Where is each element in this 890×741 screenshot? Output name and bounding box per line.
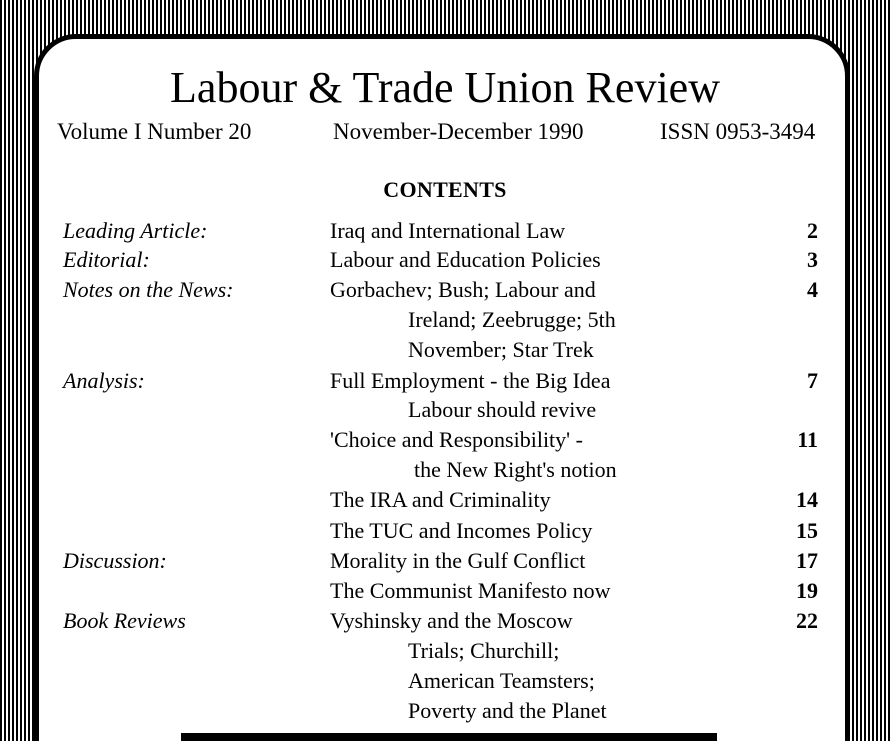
toc-section-label: Analysis: (63, 368, 145, 393)
toc-entry-title: Vyshinsky and the Moscow (330, 608, 573, 633)
issue-date: November-December 1990 (333, 119, 584, 144)
toc-entry-continuation: November; Star Trek (408, 337, 594, 362)
toc-page-number: 4 (807, 277, 818, 302)
bottom-rule (181, 733, 717, 741)
issn: ISSN 0953-3494 (660, 119, 816, 144)
toc-entry-title: 'Choice and Responsibility' - (330, 427, 583, 452)
publication-title: Labour & Trade Union Review (170, 63, 720, 112)
toc-entry-continuation: Labour should revive (408, 397, 597, 422)
toc-section-label: Leading Article: (63, 218, 208, 243)
toc-entry-title: The Communist Manifesto now (330, 578, 611, 603)
toc-section-label: Discussion: (63, 548, 167, 573)
contents-heading: CONTENTS (383, 177, 507, 202)
toc-entry-continuation: Ireland; Zeebrugge; 5th (408, 307, 616, 332)
toc-page-number: 2 (807, 218, 818, 243)
toc-entry-continuation: the New Right's notion (414, 457, 617, 482)
toc-page-number: 17 (796, 548, 818, 573)
toc-page-number: 15 (796, 518, 818, 543)
toc-section-label: Notes on the News: (63, 277, 234, 302)
toc-entry-title: Labour and Education Policies (330, 247, 601, 272)
toc-entry-title: Full Employment - the Big Idea (330, 368, 611, 393)
toc-entry-continuation: Trials; Churchill; (408, 638, 560, 663)
toc-entry-title: Iraq and International Law (330, 218, 566, 243)
toc-page-number: 3 (807, 247, 818, 272)
toc-page-number: 7 (807, 368, 818, 393)
toc-page-number: 22 (796, 608, 818, 633)
toc-page-number: 19 (796, 578, 818, 603)
toc-section-label: Book Reviews (63, 608, 186, 633)
toc-section-label: Editorial: (63, 247, 150, 272)
toc-entry-title: Morality in the Gulf Conflict (330, 548, 586, 573)
toc-entry-title: The IRA and Criminality (330, 487, 551, 512)
toc-entry-continuation: Poverty and the Planet (408, 698, 607, 723)
toc-entry-title: Gorbachev; Bush; Labour and (330, 277, 596, 302)
toc-entry-continuation: American Teamsters; (408, 668, 595, 693)
toc-page-number: 11 (797, 427, 818, 452)
volume-number: Volume I Number 20 (57, 119, 252, 144)
toc-page-number: 14 (796, 487, 818, 512)
toc-entry-title: The TUC and Incomes Policy (330, 518, 593, 543)
